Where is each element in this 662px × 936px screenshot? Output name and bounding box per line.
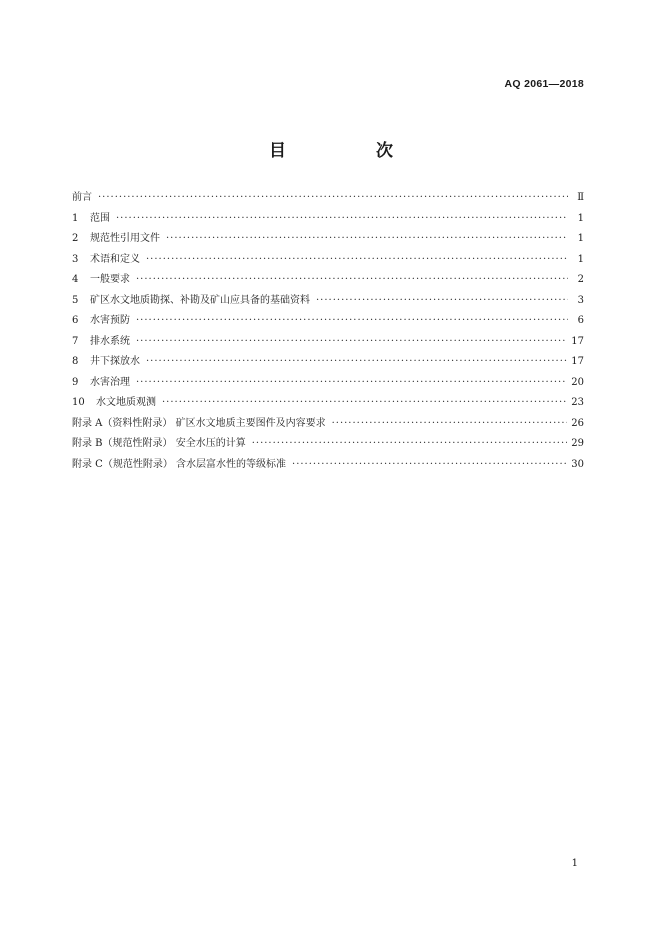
toc-entry[interactable]: [72, 229, 584, 250]
toc-dot-leader: [116, 209, 568, 230]
toc-entry-page: 17: [571, 335, 584, 347]
toc-entry-number: 6: [72, 315, 79, 326]
toc-entry-page: 1: [577, 212, 584, 224]
toc-entry-label: 矿区水文地质勘探、补勘及矿山应具备的基础资料: [90, 294, 310, 306]
toc-dot-leader: [136, 270, 568, 291]
toc-entry[interactable]: [72, 393, 584, 414]
toc-entry-page: 6: [577, 315, 584, 326]
toc-entry-label: 水文地质观测: [96, 397, 156, 408]
toc-entry-page: 23: [571, 397, 584, 408]
toc-entry[interactable]: [72, 352, 584, 373]
toc-entry-label: 附录 C（规范性附录） 含水层富水性的等级标准: [72, 458, 287, 470]
toc-entry-label: 附录 A（资料性附录） 矿区水文地质主要图件及内容要求: [72, 417, 326, 429]
toc-dot-leader: [98, 188, 568, 209]
toc-entry-page: 3: [577, 294, 584, 306]
toc-entry-page: 1: [577, 253, 584, 265]
toc-entry[interactable]: [72, 291, 584, 312]
toc-entry-label: 水害预防: [90, 315, 130, 326]
toc-dot-leader: [146, 250, 568, 271]
table-of-contents: [72, 188, 584, 475]
toc-entry-page: 1: [577, 233, 584, 244]
toc-entry-label: 术语和定义: [90, 253, 140, 265]
toc-entry[interactable]: [72, 188, 584, 209]
toc-entry-page: 30: [571, 458, 584, 470]
toc-entry[interactable]: [72, 332, 584, 353]
toc-entry-number: 1: [72, 212, 79, 224]
toc-dot-leader: [252, 434, 568, 455]
toc-entry-label: 范围: [90, 212, 110, 224]
document-code: AQ 2061—2018: [504, 78, 584, 90]
toc-entry[interactable]: [72, 373, 584, 394]
toc-entry-number: 10: [72, 397, 85, 408]
page-number: 1: [571, 858, 578, 869]
toc-dot-leader: [316, 291, 568, 312]
toc-entry-page: 20: [571, 376, 584, 388]
toc-entry-page: 26: [571, 417, 584, 429]
toc-entry[interactable]: [72, 250, 584, 271]
toc-dot-leader: [166, 229, 568, 250]
toc-entry-label: 井下探放水: [90, 356, 140, 367]
toc-entry-number: 9: [72, 376, 79, 388]
toc-entry[interactable]: [72, 414, 584, 435]
toc-dot-leader: [332, 414, 568, 435]
toc-entry-number: 2: [72, 233, 79, 244]
toc-entry-number: 3: [72, 253, 79, 265]
toc-entry-number: 7: [72, 335, 79, 347]
toc-entry-label: 一般要求: [90, 274, 130, 285]
toc-dot-leader: [136, 332, 567, 353]
toc-entry-page: 2: [577, 274, 584, 285]
toc-entry[interactable]: [72, 270, 584, 291]
toc-entry[interactable]: [72, 209, 584, 230]
toc-entry-number: 4: [72, 274, 79, 285]
toc-entry-page: 17: [571, 356, 584, 367]
toc-entry-label: 排水系统: [90, 335, 130, 347]
toc-entry-label: 水害治理: [90, 376, 130, 388]
toc-entry-label: 前言: [72, 192, 92, 203]
toc-entry[interactable]: [72, 455, 584, 476]
toc-entry[interactable]: [72, 311, 584, 332]
toc-dot-leader: [292, 455, 567, 476]
toc-entry-page: 29: [571, 438, 584, 449]
toc-entry-label: 规范性引用文件: [90, 233, 160, 244]
toc-entry-page: Ⅱ: [577, 192, 584, 203]
toc-entry-number: 8: [72, 356, 79, 367]
toc-title: 目 次: [269, 141, 435, 161]
toc-entry-label: 附录 B（规范性附录） 安全水压的计算: [72, 438, 246, 449]
toc-dot-leader: [146, 352, 567, 373]
toc-dot-leader: [136, 373, 567, 394]
toc-dot-leader: [162, 393, 567, 414]
toc-dot-leader: [136, 311, 568, 332]
toc-entry[interactable]: [72, 434, 584, 455]
toc-entry-number: 5: [72, 294, 79, 306]
